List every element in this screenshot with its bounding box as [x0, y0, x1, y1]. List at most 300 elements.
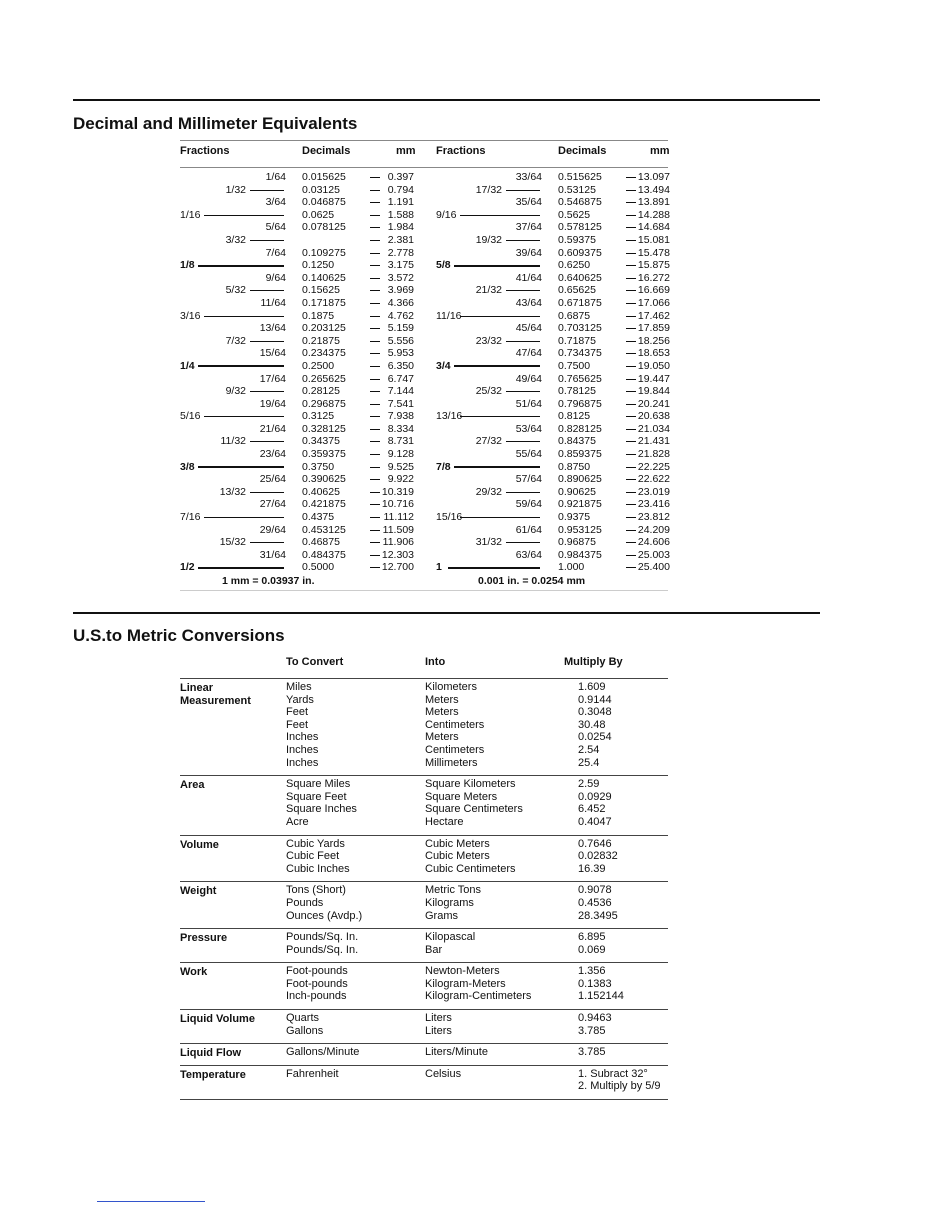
fraction-label-right: 39/64: [515, 246, 542, 259]
fraction-label-left: 9/32: [225, 385, 246, 398]
conversion-row: [180, 884, 668, 897]
fraction-label-right: 55/64: [515, 448, 542, 461]
conversion-into-unit: Meters: [425, 693, 459, 706]
fraction-label-left: 15/32: [219, 536, 246, 549]
fraction-label-right: 49/64: [515, 372, 542, 385]
fraction-label-left: 11/32: [220, 435, 246, 448]
decimal-value-right: 0.84375: [558, 435, 596, 448]
conversion-row: [180, 791, 668, 804]
fraction-leader-line: [506, 240, 540, 241]
conversion-row: [180, 694, 668, 707]
decimal-value-left: 0.2500: [302, 359, 335, 372]
conversion-from-unit: Ounces (Avdp.): [286, 909, 363, 922]
fraction-label-right: 43/64: [515, 296, 542, 309]
fraction-row: [180, 284, 668, 297]
fraction-row: [180, 498, 668, 511]
footer-mm-to-inch: 1 mm = 0.03937 in.: [222, 575, 315, 587]
fraction-row: [180, 486, 668, 499]
fraction-label-right: 13/16: [436, 410, 463, 423]
decimal-value-left: 0.140625: [302, 271, 346, 284]
conversion-into-unit: Metric Tons: [425, 884, 482, 897]
mm-value-left: 8.334: [387, 422, 414, 435]
mm-value-left: 9.922: [387, 473, 414, 486]
conversion-factor: 0.0254: [578, 731, 612, 744]
mm-value-right: 19.844: [637, 385, 670, 398]
decimal-value-right: 0.921875: [558, 498, 602, 511]
fraction-row: [180, 196, 668, 209]
conversion-group: [180, 775, 668, 834]
header-fractions-right: Fractions: [436, 145, 486, 157]
fraction-leader-line: [250, 240, 284, 241]
conversion-row: [180, 990, 668, 1003]
fraction-row: [180, 297, 668, 310]
conversion-category: Liquid Flow: [180, 1047, 242, 1060]
mm-value-right: 24.209: [637, 523, 670, 536]
fraction-label-left: 7/16: [180, 511, 201, 524]
decimal-value-left: 0.328125: [302, 422, 346, 435]
conversion-from-unit: Square Feet: [286, 790, 347, 803]
fraction-leader-line: [506, 441, 540, 442]
fraction-row: [180, 221, 668, 234]
decimal-value-right: 0.8750: [558, 460, 591, 473]
fraction-leader-line: [506, 492, 540, 493]
conversion-from-unit: Gallons/Minute: [286, 1046, 360, 1059]
decimal-value-left: 0.3750: [302, 460, 335, 473]
conversion-into-unit: Square Meters: [425, 790, 498, 803]
fraction-row: [180, 360, 668, 373]
fraction-row: [180, 322, 668, 335]
mm-value-left: 10.319: [381, 485, 414, 498]
decimal-value-right: 0.859375: [558, 448, 602, 461]
mm-value-right: 20.638: [637, 410, 670, 423]
top-rule: [73, 99, 820, 101]
decimal-value-left: 0.15625: [302, 284, 340, 297]
conversions-table: [180, 652, 668, 1101]
conversion-row: [180, 944, 668, 957]
conversion-category: Pressure: [180, 932, 228, 945]
fraction-label-right: 53/64: [515, 422, 542, 435]
decimal-value-left: 0.234375: [302, 347, 346, 360]
fraction-label-left: 5/16: [180, 410, 201, 423]
conversion-row: [180, 850, 668, 863]
conversion-group: [180, 835, 668, 882]
fraction-leader-line: [250, 441, 284, 442]
conversion-from-unit: Cubic Feet: [286, 850, 340, 863]
fraction-leader-line: [460, 316, 540, 317]
mm-value-right: 24.606: [637, 536, 670, 549]
fraction-leader-line: [204, 517, 284, 518]
conversion-into-unit: Bar: [425, 943, 443, 956]
conversion-factor: 0.4047: [578, 815, 612, 828]
fraction-leader-line: [506, 391, 540, 392]
decimal-value-left: 0.46875: [302, 536, 340, 549]
mm-value-left: 11.906: [382, 536, 414, 549]
fraction-label-right: 21/32: [475, 284, 502, 297]
decimal-value-left: 0.40625: [302, 485, 340, 498]
decimal-value-left: 0.421875: [302, 498, 346, 511]
mm-value-right: 14.288: [637, 208, 670, 221]
mm-value-right: 17.462: [637, 309, 670, 322]
mm-value-left: 2.778: [387, 246, 414, 259]
decimal-value-right: 0.53125: [558, 183, 596, 196]
conversion-row: [180, 757, 668, 770]
mm-value-right: 16.272: [637, 271, 670, 284]
fraction-label-right: 1: [436, 561, 442, 574]
conversion-into-unit: Cubic Meters: [425, 850, 490, 863]
conversion-from-unit: Yards: [286, 693, 314, 706]
fraction-leader-line: [198, 265, 284, 267]
section-title-us-metric: U.S.to Metric Conversions: [73, 626, 285, 645]
mm-value-right: 17.066: [637, 296, 670, 309]
fraction-label-left: 5/32: [225, 284, 246, 297]
fractions-table-body: [180, 168, 668, 574]
conversion-row: [180, 803, 668, 816]
conversion-from-unit: Inches: [286, 731, 319, 744]
fraction-leader-line: [250, 492, 284, 493]
mm-value-right: 17.859: [637, 322, 670, 335]
decimal-value-left: 0.1875: [302, 309, 335, 322]
fraction-row: [180, 410, 668, 423]
decimal-value-right: 0.765625: [558, 372, 602, 385]
fraction-row: [180, 347, 668, 360]
conversion-category: Liquid Volume: [180, 1013, 255, 1026]
fraction-label-left: 13/64: [259, 322, 286, 335]
fraction-label-left: 7/32: [225, 334, 246, 347]
fraction-label-left: 3/16: [180, 309, 201, 322]
conversion-from-unit: Square Inches: [286, 803, 357, 816]
fraction-leader-line: [250, 290, 284, 291]
conversion-factor: 16.39: [578, 862, 606, 875]
decimal-value-right: 0.96875: [558, 536, 596, 549]
mm-value-right: 18.653: [637, 347, 670, 360]
mm-value-right: 23.019: [637, 485, 670, 498]
conversion-group: [180, 881, 668, 928]
conversion-factor: 0.02832: [578, 850, 618, 863]
fraction-label-right: 17/32: [475, 183, 502, 196]
mm-value-right: 14.684: [637, 221, 670, 234]
conversion-row: [180, 897, 668, 910]
fraction-label-right: 25/32: [475, 385, 502, 398]
conversion-from-unit: Square Miles: [286, 778, 351, 791]
mm-value-left: 3.572: [387, 271, 414, 284]
decimal-value-left: 0.28125: [302, 385, 340, 398]
header-multiply-by: Multiply By: [564, 656, 623, 668]
conversion-row: [180, 681, 668, 694]
mm-value-right: 15.478: [637, 246, 670, 259]
conversion-factor: 1.356: [578, 965, 606, 978]
mm-value-left: 0.794: [387, 183, 414, 196]
conversion-into-unit: Kilometers: [425, 681, 477, 693]
fractions-table-footer: [180, 574, 668, 591]
decimal-value-right: 0.8125: [558, 410, 591, 423]
conversion-factor: 0.0929: [578, 790, 612, 803]
decimal-value-right: 0.515625: [558, 171, 602, 183]
decimal-value-right: 0.828125: [558, 422, 602, 435]
conversion-row: [180, 965, 668, 978]
conversion-from-unit: Foot-pounds: [286, 977, 348, 990]
mm-value-right: 21.828: [637, 448, 670, 461]
conversion-factor: 0.9144: [578, 693, 612, 706]
fraction-label-right: 23/32: [475, 334, 502, 347]
conversion-factor: 2. Multiply by 5/9: [578, 1080, 661, 1093]
decimal-value-left: 0.078125: [302, 221, 346, 234]
fraction-label-right: 11/16: [436, 309, 462, 322]
header-decimals-left: Decimals: [302, 145, 351, 157]
decimal-value-right: 0.65625: [558, 284, 596, 297]
mm-value-left: 10.716: [381, 498, 414, 511]
fraction-row: [180, 171, 668, 184]
fraction-label-left: 1/32: [225, 183, 246, 196]
mm-value-left: 3.969: [387, 284, 414, 297]
fraction-row: [180, 398, 668, 411]
conversion-from-unit: Feet: [286, 706, 309, 719]
mm-value-right: 19.447: [637, 372, 670, 385]
conversion-factor: 3.785: [578, 1046, 606, 1059]
header-to-convert: To Convert: [286, 656, 344, 668]
decimal-value-left: 0.296875: [302, 397, 346, 410]
fraction-row: [180, 536, 668, 549]
mm-value-right: 16.669: [637, 284, 670, 297]
fraction-label-left: 21/64: [259, 422, 286, 435]
conversion-factor: 6.452: [578, 803, 606, 816]
mm-value-left: 7.144: [387, 385, 414, 398]
conversion-into-unit: Newton-Meters: [425, 965, 500, 978]
conversion-factor: 6.895: [578, 931, 606, 944]
fraction-label-left: 1/2: [180, 561, 195, 574]
mm-value-left: 5.556: [387, 334, 414, 347]
conversion-into-unit: Centimeters: [425, 718, 485, 731]
conversion-category: Area: [180, 779, 205, 792]
fraction-label-left: 13/32: [219, 485, 246, 498]
mm-value-left: 8.731: [387, 435, 414, 448]
fraction-label-right: 45/64: [515, 322, 542, 335]
fraction-label-left: 31/64: [259, 548, 286, 561]
conversion-into-unit: Centimeters: [425, 743, 485, 756]
conversion-into-unit: Meters: [425, 706, 459, 719]
decimal-value-right: 0.5625: [558, 208, 591, 221]
fraction-leader-line: [506, 190, 540, 191]
footer-link-underline: [97, 1201, 205, 1202]
decimal-value-left: 0.171875: [302, 296, 346, 309]
conversion-category: Work: [180, 966, 208, 979]
fraction-row: [180, 209, 668, 222]
fraction-leader-line: [454, 466, 540, 468]
header-mm-left: mm: [396, 145, 416, 157]
fraction-row: [180, 423, 668, 436]
decimal-value-left: 0.265625: [302, 372, 346, 385]
conversion-into-unit: Meters: [425, 731, 459, 744]
fraction-label-right: 61/64: [515, 523, 542, 536]
conversion-row: [180, 1046, 668, 1059]
conversion-factor: 1.609: [578, 681, 606, 693]
conversion-row: [180, 719, 668, 732]
fraction-leader-line: [460, 517, 540, 518]
decimal-value-right: 0.90625: [558, 485, 596, 498]
fraction-label-left: 11/64: [260, 296, 286, 309]
mm-value-left: 7.938: [387, 410, 414, 423]
decimal-value-right: 0.984375: [558, 548, 602, 561]
conversion-factor: 0.1383: [578, 977, 612, 990]
fraction-row: [180, 473, 668, 486]
fraction-leader-line: [506, 290, 540, 291]
fraction-label-left: 1/8: [180, 259, 195, 272]
conversion-into-unit: Cubic Centimeters: [425, 862, 516, 875]
mm-value-left: 1.588: [387, 208, 414, 221]
fraction-leader-line: [250, 341, 284, 342]
mm-value-left: 4.366: [387, 296, 414, 309]
fraction-label-left: 3/8: [180, 460, 195, 473]
footer-inch-to-mm: 0.001 in. = 0.0254 mm: [478, 575, 586, 587]
mm-value-right: 13.891: [637, 196, 670, 209]
conversion-from-unit: Pounds/Sq. In.: [286, 943, 359, 956]
fraction-label-right: 63/64: [515, 548, 542, 561]
conversion-category: Linear Measurement: [180, 682, 251, 707]
mm-value-right: 21.034: [637, 422, 670, 435]
conversion-from-unit: Miles: [286, 681, 312, 693]
fraction-leader-line: [448, 567, 540, 569]
header-mm-right: mm: [650, 145, 670, 157]
fraction-label-right: 9/16: [436, 208, 457, 221]
conversion-group: [180, 928, 668, 962]
mm-value-right: 15.875: [637, 259, 670, 272]
middle-rule: [73, 612, 820, 614]
mm-value-right: 25.003: [637, 548, 670, 561]
fraction-label-right: 29/32: [475, 485, 502, 498]
fraction-label-right: 7/8: [436, 460, 451, 473]
fraction-leader-line: [454, 265, 540, 267]
mm-value-left: 6.350: [387, 359, 414, 372]
fraction-label-left: 27/64: [259, 498, 286, 511]
fraction-row: [180, 310, 668, 323]
fraction-leader-line: [460, 215, 540, 216]
decimal-value-right: 0.890625: [558, 473, 602, 486]
conversion-group: [180, 1009, 668, 1043]
decimal-value-left: 0.015625: [302, 171, 346, 183]
fraction-leader-line: [250, 190, 284, 191]
conversions-table-header: [180, 652, 668, 678]
fraction-label-left: 25/64: [259, 473, 286, 486]
conversion-row: [180, 1025, 668, 1038]
fraction-label-left: 9/64: [265, 271, 286, 284]
fraction-leader-line: [506, 341, 540, 342]
decimal-value-left: 0.03125: [302, 183, 340, 196]
fraction-leader-line: [250, 542, 284, 543]
decimal-value-left: 0.359375: [302, 448, 346, 461]
decimal-value-right: 0.71875: [558, 334, 596, 347]
decimal-value-left: 0.203125: [302, 322, 346, 335]
fraction-label-left: 3/32: [225, 233, 246, 246]
fraction-label-right: 27/32: [475, 435, 502, 448]
mm-value-right: 13.494: [637, 183, 670, 196]
mm-value-left: 4.762: [387, 309, 414, 322]
fraction-leader-line: [250, 391, 284, 392]
decimal-value-right: 0.953125: [558, 523, 602, 536]
conversion-row: [180, 744, 668, 757]
fraction-row: [180, 524, 668, 537]
conversion-row: [180, 706, 668, 719]
mm-value-right: 20.241: [637, 397, 670, 410]
fraction-row: [180, 272, 668, 285]
conversion-into-unit: Kilogram-Centimeters: [425, 990, 532, 1003]
conversion-from-unit: Inches: [286, 743, 319, 756]
fraction-label-left: 3/64: [265, 196, 286, 209]
mm-value-left: 11.112: [383, 511, 414, 524]
fraction-label-right: 31/32: [475, 536, 502, 549]
decimal-value-left: 0.046875: [302, 196, 346, 209]
fraction-label-left: 23/64: [259, 448, 286, 461]
decimal-value-right: 0.59375: [558, 233, 596, 246]
conversion-into-unit: Hectare: [425, 815, 464, 828]
conversion-factor: 1.152144: [578, 990, 624, 1003]
mm-value-left: 12.303: [381, 548, 414, 561]
conversion-factor: 2.54: [578, 743, 600, 756]
conversion-factor: 1. Subract 32°: [578, 1067, 648, 1080]
fraction-row: [180, 247, 668, 260]
conversion-factor: 0.7646: [578, 837, 612, 850]
conversion-from-unit: Cubic Yards: [286, 837, 345, 850]
conversion-from-unit: Gallons: [286, 1024, 324, 1037]
conversion-factor: 0.069: [578, 943, 606, 956]
conversion-from-unit: Inch-pounds: [286, 990, 347, 1003]
fraction-row: [180, 561, 668, 574]
decimal-value-left: 0.0625: [302, 208, 335, 221]
fraction-row: [180, 184, 668, 197]
mm-value-left: 9.128: [387, 448, 414, 461]
conversion-into-unit: Liters: [425, 1024, 452, 1037]
mm-value-left: 12.700: [381, 561, 414, 574]
conversion-row: [180, 816, 668, 829]
conversion-from-unit: Quarts: [286, 1012, 320, 1025]
decimal-value-right: 0.578125: [558, 221, 602, 234]
conversion-group: [180, 1043, 668, 1065]
conversions-table-body: [180, 678, 668, 1099]
fraction-leader-line: [204, 316, 284, 317]
fraction-label-right: 47/64: [515, 347, 542, 360]
fraction-label-right: 57/64: [515, 473, 542, 486]
fractions-table: [180, 140, 668, 591]
conversion-into-unit: Liters: [425, 1012, 452, 1025]
fraction-row: [180, 335, 668, 348]
mm-value-right: 13.097: [637, 171, 670, 183]
decimal-value-right: 0.640625: [558, 271, 602, 284]
conversions-table-end-rule: [180, 1099, 668, 1101]
decimal-value-left: 0.1250: [302, 259, 335, 272]
conversion-category: Weight: [180, 885, 217, 898]
decimal-value-right: 0.6875: [558, 309, 591, 322]
mm-value-left: 11.509: [382, 523, 414, 536]
conversion-into-unit: Kilogram-Meters: [425, 977, 506, 990]
fraction-label-right: 35/64: [515, 196, 542, 209]
fraction-row: [180, 461, 668, 474]
fraction-label-right: 15/16: [436, 511, 463, 524]
fraction-row: [180, 549, 668, 562]
fraction-row: [180, 448, 668, 461]
mm-value-right: 22.225: [637, 460, 670, 473]
conversion-from-unit: Tons (Short): [286, 884, 346, 897]
decimal-value-right: 0.703125: [558, 322, 602, 335]
conversion-factor: 3.785: [578, 1024, 606, 1037]
decimal-value-left: 0.453125: [302, 523, 346, 536]
fraction-label-left: 29/64: [259, 523, 286, 536]
fraction-row: [180, 385, 668, 398]
conversion-category: Temperature: [180, 1068, 246, 1081]
fraction-label-left: 19/64: [259, 397, 286, 410]
decimal-value-right: 0.9375: [558, 511, 591, 524]
mm-value-left: 7.541: [387, 397, 414, 410]
fraction-label-right: 3/4: [436, 359, 451, 372]
conversion-row: [180, 931, 668, 944]
section-title-decimal-mm: Decimal and Millimeter Equivalents: [73, 114, 358, 133]
